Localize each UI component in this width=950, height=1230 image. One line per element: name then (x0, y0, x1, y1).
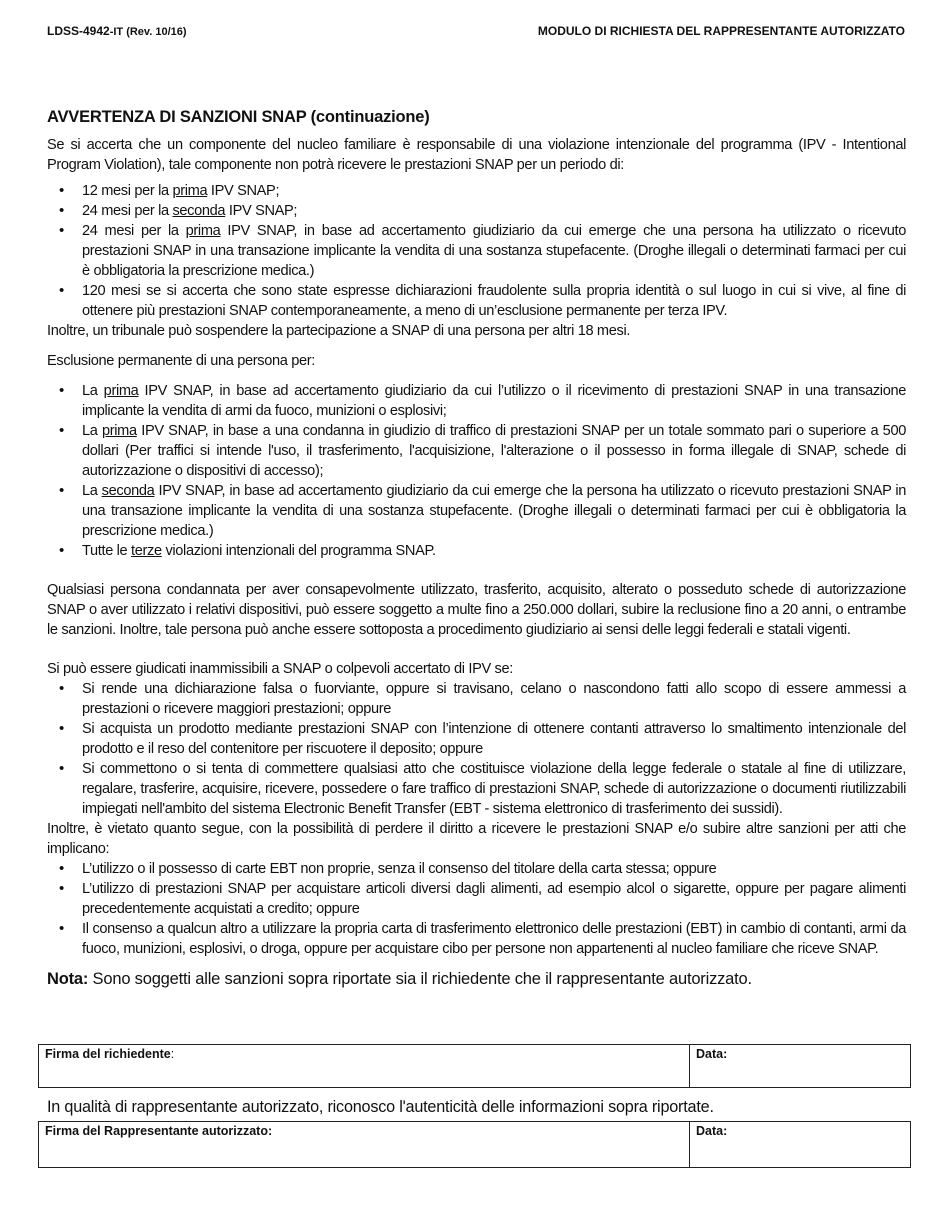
applicant-signature-field[interactable]: Firma del richiedente: (39, 1045, 690, 1087)
applicant-signature-table (38, 1044, 911, 1088)
attestation-text: In qualità di rappresentante autorizzato, riconosco l'autenticità delle informazioni sopra riportate. (47, 1098, 714, 1116)
section-title: AVVERTENZA DI SANZIONI SNAP (continuazione) (47, 108, 430, 126)
forbidden-list (47, 859, 906, 959)
list-item: • 12 mesi per la prima IPV SNAP; (47, 181, 906, 201)
list-item: • Si acquista un prodotto mediante prestazioni SNAP con l’intenzione di ottenere contanti attraverso lo smaltimento intenzionale del prodotto e il reso del contenitore per riscuotere il deposito; oppure (47, 719, 906, 759)
list-item: • Tutte le terze violazioni intenzionali del programma SNAP. (47, 541, 906, 561)
page-header (47, 24, 905, 38)
list-item: • 24 mesi per la seconda IPV SNAP; (47, 201, 906, 221)
ineligible-list (47, 679, 906, 819)
fines-paragraph: Qualsiasi persona condannata per aver consapevolmente utilizzato, trasferito, acquisito, alterato o posseduto schede di autorizzazione SNAP o aver utilizzato i relativi dispositivi, può essere soggetto a multe fino a 250.000 dollari, subire la reclusione fino a 20 anni, o entrambe le sanzioni. Inoltre, tale persona può anche essere sottoposta a procedimento giudiziario ai sensi delle leggi federali e statali vigenti. (47, 582, 906, 638)
list-item: • 120 mesi se si accerta che sono state espresse dichiarazioni fraudolente sulla propria identità o sul luogo in cui si vive, al fine di ottenere più prestazioni SNAP contemporaneamente, a meno di un’esclusione permanente per terza IPV. (47, 281, 906, 321)
list-item: • La prima IPV SNAP, in base a una condanna in giudizio di traffico di prestazioni SNAP per un totale sommato pari o superiore a 500 dollari (Per traffici si intende l'uso, il trasferimento, l'acquisizione, l'alterazione o il possesso in forma illegale di SNAP, schede di autorizzazione o dispositivi di accesso); (47, 421, 906, 481)
applicant-date-field[interactable]: Data: (696, 1047, 728, 1061)
list-item: • Si commettono o si tenta di commettere qualsiasi atto che costituisce violazione della legge federale o statale al fine di utilizzare, regalare, trasferire, acquisire, ricevere, possedere o fare traffico di prestazioni SNAP, schede di autorizzazione o documenti riutilizzabili impiegati nell'ambito del sistema Electronic Benefit Transfer (EBT - sistema elettronico di trasferimento dei sussidi). (47, 759, 906, 819)
note: Nota: Sono soggetti alle sanzioni sopra riportate sia il richiedente che il rappresentante autorizzato. (47, 970, 752, 988)
permanent-list (47, 381, 906, 561)
document-body (47, 106, 906, 990)
permanent-title: Esclusione permanente di una persona per: (47, 353, 315, 369)
representative-signature-table (38, 1121, 911, 1168)
intro-paragraph: Se si accerta che un componente del nucleo familiare è responsabile di una violazione intenzionale del programma (IPV - Intentional Program Violation), tale componente non potrà ricevere le prestazioni SNAP per un periodo di: (47, 137, 906, 173)
list-item: • Il consenso a qualcun altro a utilizzare la propria carta di trasferimento elettronico delle prestazioni (EBT) in cambio di contanti, armi da fuoco, munizioni, esplosivi, o droga, oppure per acquistare cibo per persone non appartenenti al nucleo familiare che riceve SNAP. (47, 919, 906, 959)
list-item: • L’utilizzo di prestazioni SNAP per acquistare articoli diversi dagli alimenti, ad esempio alcol o sigarette, oppure per pagare alimenti precedentemente acquistati a credito; oppure (47, 879, 906, 919)
list-item: • L’utilizzo o il possesso di carte EBT non proprie, senza il consenso del titolare della carta stessa; oppure (47, 859, 906, 879)
representative-date-field[interactable]: Data: (696, 1124, 728, 1138)
form-title: MODULO DI RICHIESTA DEL RAPPRESENTANTE AUTORIZZATO (537, 24, 905, 38)
period-list (47, 181, 906, 321)
representative-signature-field[interactable]: Firma del Rappresentante autorizzato: (39, 1122, 690, 1167)
forbidden-title: Inoltre, è vietato quanto segue, con la possibilità di perdere il diritto a ricevere le prestazioni SNAP e/o subire altre sanzioni per atti che implicano: (47, 821, 906, 857)
tribunal-paragraph: Inoltre, un tribunale può sospendere la partecipazione a SNAP di una persona per altri 18 mesi. (47, 323, 631, 339)
ineligible-title: Si può essere giudicati inammissibili a SNAP o colpevoli accertato di IPV se: (47, 661, 513, 677)
list-item: • Si rende una dichiarazione falsa o fuorviante, oppure si travisano, celano o nascondono fatti allo scopo di essere ammessi a prestazioni o ricevere maggiori prestazioni; oppure (47, 679, 906, 719)
form-code: LDSS-4942-IT (Rev. 10/16) (47, 24, 187, 38)
list-item: • La prima IPV SNAP, in base ad accertamento giudiziario da cui l’utilizzo o il ricevimento di prestazioni SNAP in una transazione implicante la vendita di armi da fuoco, munizioni o esplosivi; (47, 381, 906, 421)
list-item: • 24 mesi per la prima IPV SNAP, in base ad accertamento giudiziario da cui emerge che una persona ha utilizzato o ricevuto prestazioni SNAP in una transazione implicante la vendita di una sostanza stupefacente. (Droghe illegali o determinati farmaci per cui è obbligatoria la prescrizione medica.) (47, 221, 906, 281)
list-item: • La seconda IPV SNAP, in base ad accertamento giudiziario da cui emerge che la persona ha utilizzato o ricevuto prestazioni SNAP in una transazione implicante la vendita di una sostanza stupefacente. (Droghe illegali o determinati farmaci per cui è obbligatoria la prescrizione medica.) (47, 481, 906, 541)
